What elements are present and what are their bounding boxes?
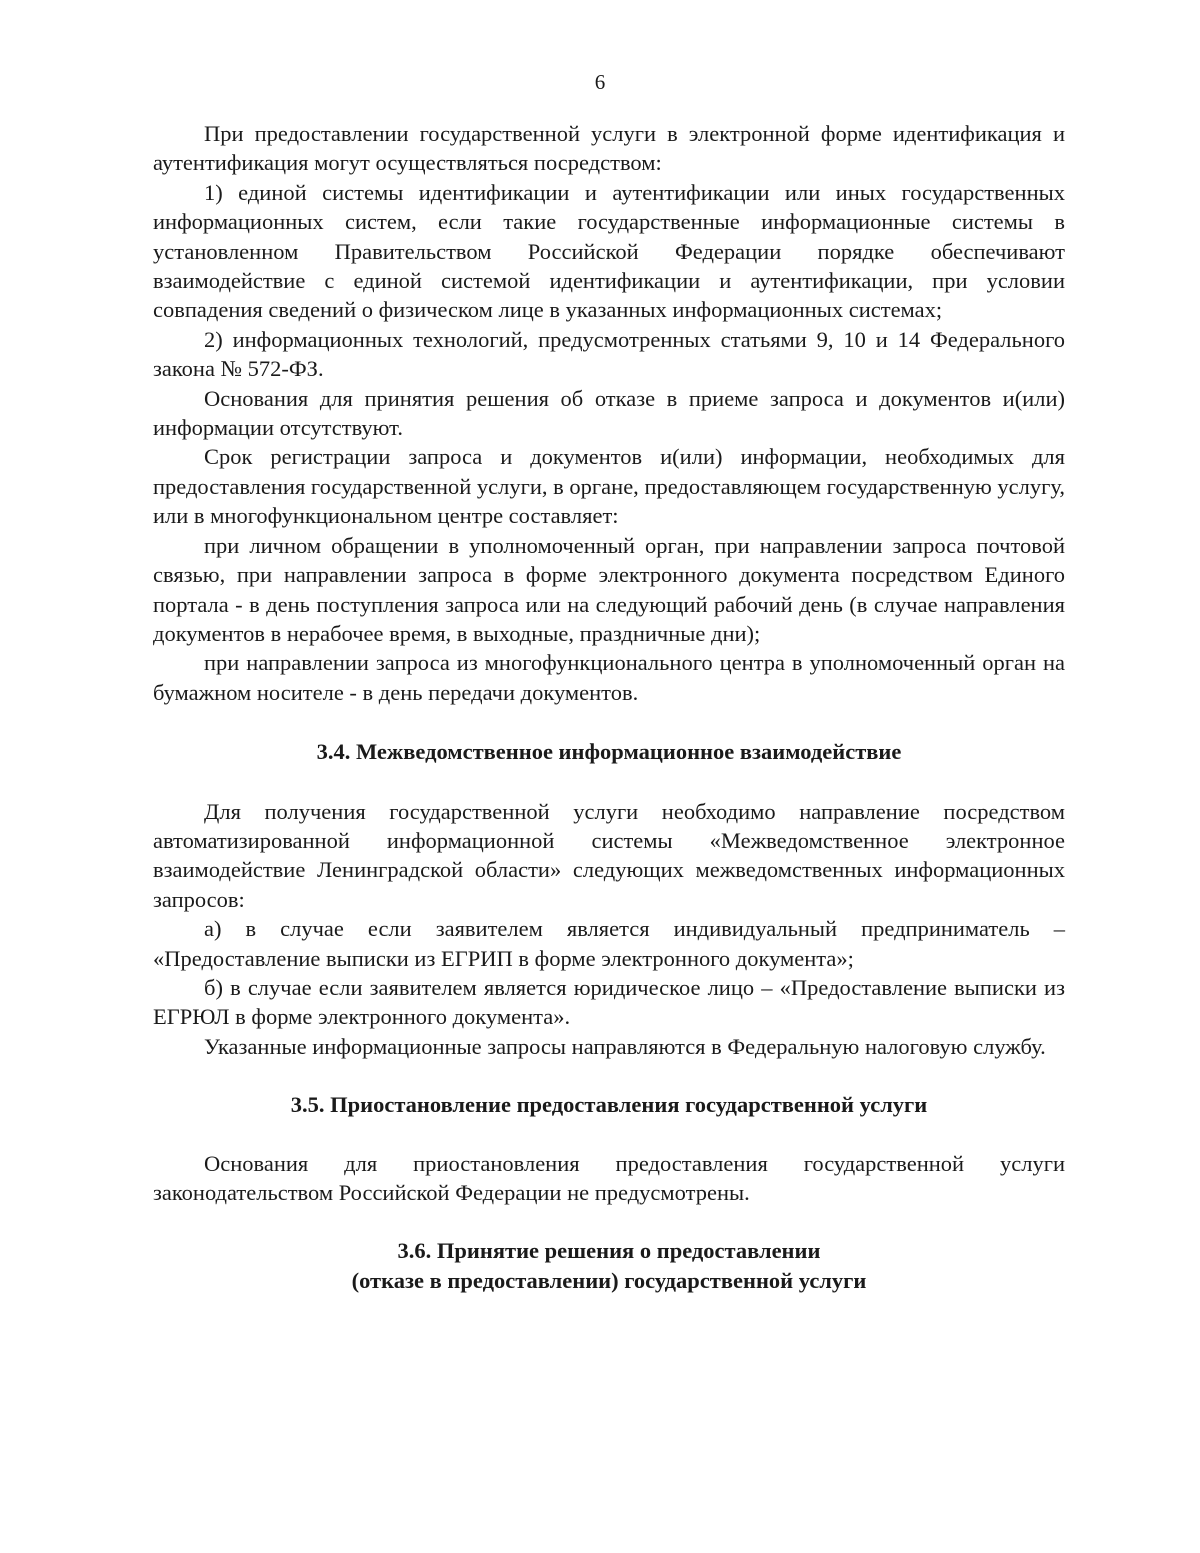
section-heading-3-6-line-2: (отказе в предоставлении) государственной услуги bbox=[351, 1267, 867, 1293]
section-heading-3-4: 3.4. Межведомственное информационное взаимодействие bbox=[316, 739, 902, 765]
paragraph: 2) информационных технологий, предусмотренных статьями 9, 10 и 14 Федерального закона № 572-ФЗ. bbox=[153, 326, 1065, 382]
paragraph: при личном обращении в уполномоченный орган, при направлении запроса почтовой связью, при направлении запроса в форме электронного документа посредством Единого портала - в день поступления запроса или на следующий рабочий день (в случае направления документов в нерабочее время, в выходные, праздничные дни); bbox=[153, 532, 1065, 646]
paragraph: Срок регистрации запроса и документов и(или) информации, необходимых для предоставления государственной услуги, в органе, предоставляющем государственную услугу, или в многофункциональном центре составляет: bbox=[153, 444, 1065, 529]
document-body bbox=[153, 119, 1065, 1295]
paragraph: Основания для приостановления предоставления государственной услуги законодательством Российской Федерации не предусмотрены. bbox=[153, 1150, 1065, 1205]
section-heading-3-6 bbox=[153, 1236, 1065, 1295]
section-heading-3-6-line-1: 3.6. Принятие решения о предоставлении bbox=[397, 1238, 821, 1264]
paragraph: Основания для принятия решения об отказе в приеме запроса и документов и(или) информации отсутствуют. bbox=[153, 385, 1065, 441]
paragraph: а) в случае если заявителем является индивидуальный предприниматель – «Предоставление выписки из ЕГРИП в форме электронного документа»; bbox=[153, 916, 1065, 971]
paragraph: 1) единой системы идентификации и аутентификации или иных государственных информационных систем, если такие государственные информационные системы в установленном Правительством Российской Федерации порядке обеспечивают взаимодействие с единой системой идентификации и аутентификации, при условии совпадения сведений о физическом лице в указанных информационных системах; bbox=[153, 179, 1065, 323]
section-heading-3-5: 3.5. Приостановление предоставления государственной услуги bbox=[290, 1092, 928, 1118]
paragraph: При предоставлении государственной услуги в электронной форме идентификация и аутентификация могут осуществляться посредством: bbox=[153, 121, 1065, 176]
paragraph: Указанные информационные запросы направляются в Федеральную налоговую службу. bbox=[204, 1033, 1046, 1059]
paragraph: Для получения государственной услуги необходимо направление посредством автоматизированной информационной системы «Межведомственное электронное взаимодействие Ленинградской области» следующих межведомственных информационных запросов: bbox=[153, 798, 1065, 912]
paragraph: б) в случае если заявителем является юридическое лицо – «Предоставление выписки из ЕГРЮЛ в форме электронного документа». bbox=[153, 974, 1065, 1030]
page-number: 6 bbox=[594, 70, 606, 94]
paragraph: при направлении запроса из многофункционального центра в уполномоченный орган на бумажном носителе - в день передачи документов. bbox=[153, 650, 1065, 705]
